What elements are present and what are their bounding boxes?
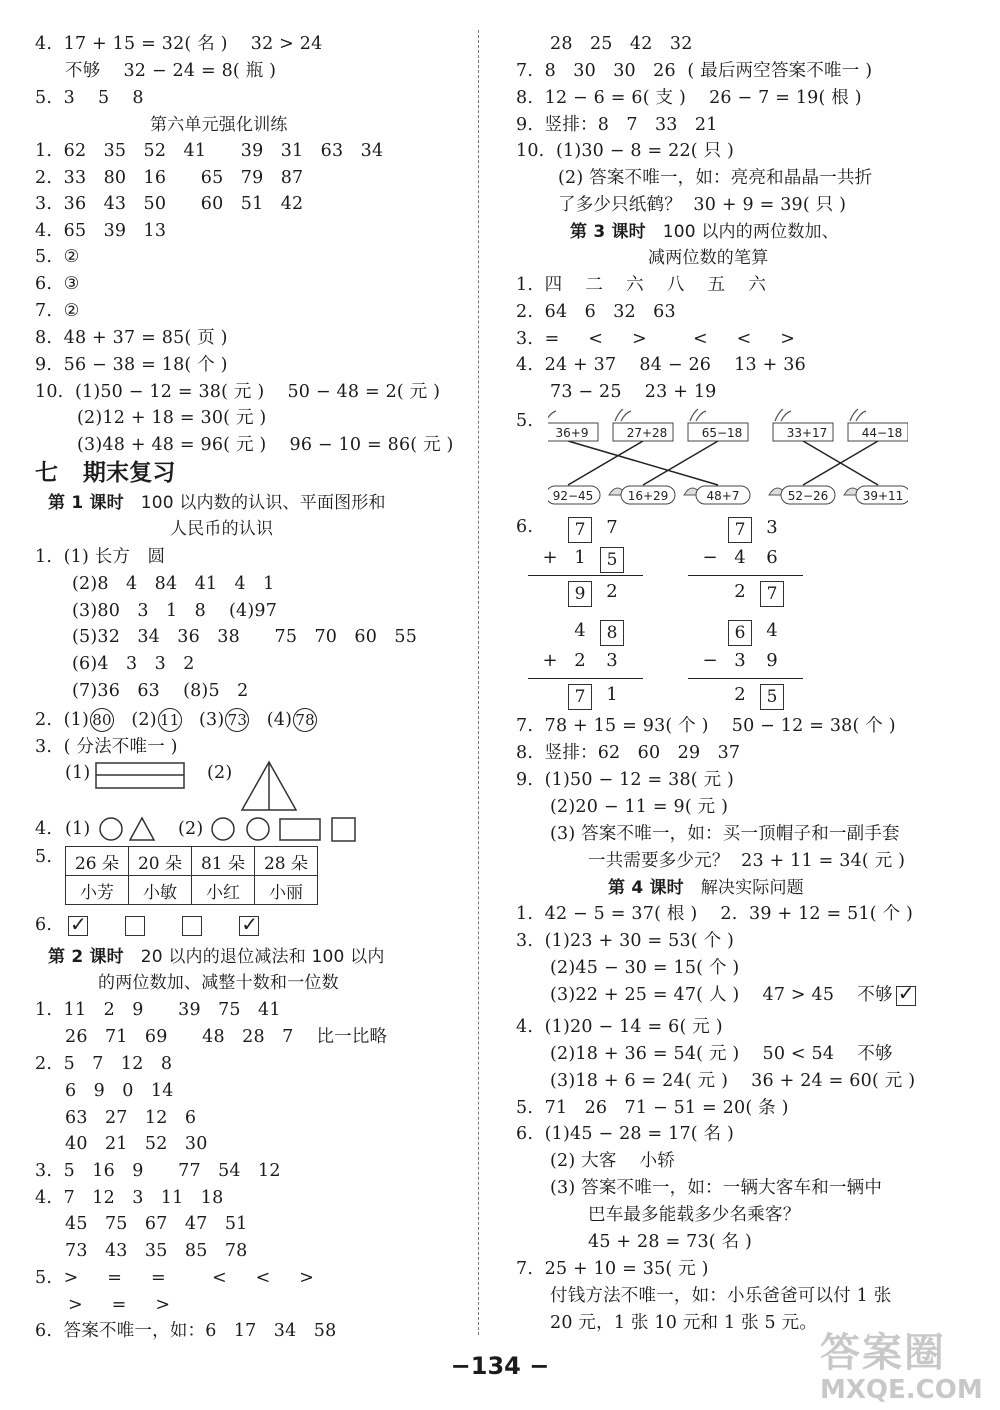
answer-line: (3)80 3 1 8 (4)97	[72, 601, 278, 621]
part-label: (1)	[63, 710, 90, 730]
filled-digit-box: 8	[600, 620, 624, 646]
sum-line	[528, 575, 643, 576]
lesson-title: 100 以内数的认识、平面图形和	[140, 493, 386, 513]
answer-line: 6 9 0 14	[65, 1081, 174, 1101]
answer-line: 45 75 67 47 51	[65, 1214, 248, 1234]
part-label: (4)	[266, 710, 293, 730]
expression-label: 44−18	[861, 426, 903, 440]
rabbit-card	[548, 409, 598, 441]
digit: 3	[766, 517, 778, 538]
answer-line: 26 71 69 48 28 7 比一比略	[65, 1027, 388, 1047]
expression-label: 33+17	[786, 426, 828, 440]
watermark-text: MXQE.COM	[820, 1375, 983, 1405]
circled-answer: 73	[225, 708, 249, 732]
answer-line: 7. ②	[35, 301, 80, 321]
rabbit-icon	[850, 409, 866, 421]
part-label: (1)	[65, 819, 91, 839]
answer-line: 4. 24 + 37 84 − 26 13 + 36	[516, 355, 806, 375]
watermark-text: 答案圈	[820, 1330, 946, 1376]
rabbit-icon	[548, 409, 556, 421]
filled-digit-box: 5	[760, 684, 784, 710]
table-cell: 小丽	[255, 876, 318, 905]
answer-line: 3. 5 16 9 77 54 12	[35, 1161, 281, 1181]
digit: 9	[766, 650, 778, 671]
checked-box	[239, 916, 259, 936]
page-number: −134 −	[450, 1352, 550, 1380]
answer-line: > = >	[68, 1295, 171, 1315]
table-cell: 20 朵	[129, 847, 192, 876]
filled-digit-box: 6	[728, 620, 752, 646]
circled-answer: 80	[90, 708, 114, 732]
lesson-heading	[608, 877, 804, 899]
digit: 2	[606, 581, 618, 602]
answer-line: (3)48 + 48 = 96( 元 ) 96 − 10 = 86( 元 )	[77, 435, 454, 455]
answer-line: 5. ②	[35, 247, 80, 267]
answer-line: 巴车最多能载多少名乘客？	[588, 1205, 801, 1225]
digit: 7	[606, 517, 618, 538]
lesson-title: 减两位数的笔算	[648, 248, 769, 268]
lesson-heading	[48, 946, 385, 968]
item-number: 4.	[35, 819, 53, 839]
answer-line: (2)45 − 30 = 15( 个 )	[550, 958, 740, 978]
expression-label: 65−18	[701, 426, 743, 440]
answer-line: (3)18 + 6 = 24( 元 ) 36 + 24 = 60( 元 )	[550, 1071, 916, 1091]
table-cell: 26 朵	[66, 847, 129, 876]
answer-line: 付钱方法不唯一，如：小乐爸爸可以付 1 张	[550, 1286, 892, 1306]
chapter-title: 七 期末复习	[35, 460, 176, 486]
expression-label: 16+29	[627, 489, 669, 503]
answer-line: 6. ③	[35, 274, 80, 294]
part-label: (3)	[199, 710, 225, 730]
answer-line: 7. 25 + 10 = 35( 元 )	[516, 1259, 709, 1279]
answer-line: 20 元，1 张 10 元和 1 张 5 元。	[550, 1313, 818, 1333]
lesson-title: 100 以内的两位数加、	[662, 222, 839, 242]
part-label: (2)	[207, 763, 233, 783]
checked-box	[896, 986, 916, 1006]
answer-line: 5. 3 5 8	[35, 88, 144, 108]
lesson-title: 人民币的认识	[170, 519, 274, 539]
sum-line	[688, 678, 803, 679]
lesson-title: 的两位数加、减整十数和一位数	[98, 973, 339, 993]
answer-line: 7. 8 30 30 26 ( 最后两空答案不唯一 )	[516, 61, 873, 81]
answer-line: 1. 62 35 52 41 39 31 63 34	[35, 141, 384, 161]
empty-box	[182, 916, 202, 936]
item-number: 6.	[35, 915, 53, 935]
answer-line: 45 + 28 = 73( 名 )	[588, 1232, 753, 1252]
answer-text: (3)22 + 25 = 47( 人 ) 47 > 45 不够	[550, 985, 893, 1005]
rectangle-figure	[95, 760, 187, 790]
answer-line: 3. 36 43 50 60 51 42	[35, 194, 304, 214]
answer-line	[35, 708, 317, 732]
digit: 4	[766, 620, 778, 641]
digit: 4	[574, 620, 586, 641]
lesson-title: 解决实际问题	[700, 878, 804, 898]
mushroom-card	[684, 486, 750, 504]
answer-line: 6. 答案不唯一，如：6 17 34 58	[35, 1321, 337, 1341]
expression-label: 27+28	[626, 426, 668, 440]
rabbit-card	[688, 409, 748, 441]
answer-line: (5)32 34 36 38 75 70 60 55	[72, 627, 418, 647]
answer-line: 8. 12 − 6 = 6( 支 ) 26 − 7 = 19( 根 )	[516, 88, 862, 108]
lesson-label: 第 3 课时	[570, 222, 646, 242]
filled-digit-box: 7	[568, 517, 592, 543]
answer-line: 8. 竖排：62 60 29 37	[516, 743, 741, 763]
lesson-heading	[48, 492, 386, 514]
item-number: 2.	[35, 710, 53, 730]
answer-line: 2. 5 7 12 8	[35, 1054, 173, 1074]
match-line	[568, 441, 718, 485]
answer-line: 63 27 12 6	[65, 1108, 197, 1128]
operator-sign: −	[702, 650, 718, 671]
answer-line: 5. 71 26 71 − 51 = 20( 条 )	[516, 1098, 789, 1118]
rabbit-card	[613, 409, 673, 441]
circled-answer: 11	[158, 708, 182, 732]
mushroom-card	[769, 486, 835, 504]
triangle-figure	[240, 760, 298, 812]
answer-line: 8. 48 + 37 = 85( 页 )	[35, 328, 228, 348]
digit: 2	[574, 650, 586, 671]
sum-line	[688, 575, 803, 576]
mushroom-card	[609, 486, 675, 504]
rabbit-icon	[690, 409, 706, 421]
answer-line: 3. = < > < < >	[516, 329, 796, 349]
expression-label: 92−45	[552, 489, 594, 503]
match-line	[643, 441, 718, 485]
section-title: 第六单元强化训练	[150, 115, 288, 135]
answer-line: (2)12 + 18 = 30( 元 )	[77, 408, 267, 428]
answer-line: 1. (1) 长方 圆	[35, 547, 166, 567]
filled-digit-box: 7	[728, 517, 752, 543]
table-cell: 28 朵	[255, 847, 318, 876]
digit: 6	[766, 547, 778, 568]
item-number: 6.	[516, 517, 534, 537]
answer-line: 7. 78 + 15 = 93( 个 ) 50 − 12 = 38( 个 )	[516, 716, 896, 736]
rabbit-icon	[775, 409, 791, 421]
part-label: (1)	[65, 763, 91, 783]
answer-line: 9. (1)50 − 12 = 38( 元 )	[516, 770, 735, 790]
lesson-heading	[570, 221, 839, 243]
answer-line: (2)20 − 11 = 9( 元 )	[550, 797, 729, 817]
answer-line: 3. (1)23 + 30 = 53( 个 )	[516, 931, 735, 951]
answer-line: 不够 32 − 24 = 8( 瓶 )	[65, 61, 277, 81]
table-cell: 小芳	[66, 876, 129, 905]
part-label: (2)	[131, 710, 157, 730]
expression-label: 48+7	[706, 489, 740, 503]
empty-box	[125, 916, 145, 936]
answer-line: (3) 答案不唯一，如：买一顶帽子和一副手套	[550, 824, 900, 844]
table-row	[66, 876, 318, 905]
answer-line: 3. ( 分法不唯一 )	[35, 737, 178, 757]
answer-line: 2. 33 80 16 65 79 87	[35, 168, 304, 188]
lesson-title: 20 以内的退位减法和 100 以内	[140, 947, 385, 967]
digit: 3	[734, 650, 746, 671]
answer-line: (2) 答案不唯一，如：亮亮和晶晶一共折	[558, 168, 873, 188]
table-row	[66, 847, 318, 876]
answer-line: 10. (1)50 − 12 = 38( 元 ) 50 − 48 = 2( 元 )	[35, 382, 441, 402]
filled-digit-box: 5	[600, 547, 624, 573]
expression-label: 39+11	[862, 489, 904, 503]
part-label: (2)	[178, 819, 204, 839]
lesson-label: 第 2 课时	[48, 947, 124, 967]
checkbox-row	[68, 915, 259, 936]
answer-line: 了多少只纸鹤？ 30 + 9 = 39( 只 )	[558, 195, 847, 215]
answer-line: 40 21 52 30	[65, 1134, 208, 1154]
answer-line: 5. > = = < < >	[35, 1268, 315, 1288]
circle-and-triangle-shapes	[98, 815, 158, 843]
digit: 1	[606, 684, 618, 705]
answer-line: 4. 65 39 13	[35, 221, 167, 241]
operator-sign: +	[542, 547, 558, 568]
watermark-logo	[820, 1330, 983, 1404]
answer-line: 6. (1)45 − 28 = 17( 名 )	[516, 1124, 735, 1144]
answer-line: 73 43 35 85 78	[65, 1241, 248, 1261]
answer-line: (7)36 63 (8)5 2	[72, 681, 249, 701]
mushroom-card	[548, 486, 600, 504]
answer-line: 10. (1)30 − 8 = 22( 只 )	[516, 141, 735, 161]
answer-line: 1. 42 − 5 = 37( 根 ) 2. 39 + 12 = 51( 个 )	[516, 904, 914, 924]
filled-digit-box: 9	[568, 581, 592, 607]
filled-digit-box: 7	[760, 581, 784, 607]
sum-line	[528, 678, 643, 679]
rabbit-icon	[615, 409, 631, 421]
lesson-label: 第 1 课时	[48, 493, 124, 513]
answer-line: (6)4 3 3 2	[72, 654, 195, 674]
answer-line: 4. 17 + 15 = 32( 名 ) 32 > 24	[35, 34, 323, 54]
answer-line: (2)8 4 84 41 4 1	[72, 574, 275, 594]
column-divider	[478, 30, 479, 1335]
answer-line: 4. (1)20 − 14 = 6( 元 )	[516, 1017, 723, 1037]
answer-line: 1. 11 2 9 39 75 41	[35, 1000, 281, 1020]
answer-line: (2) 大客 小轿	[550, 1151, 676, 1171]
answer-line: 28 25 42 32	[550, 34, 693, 54]
operator-sign: +	[542, 650, 558, 671]
answer-line: 9. 56 − 38 = 18( 个 )	[35, 355, 228, 375]
digit: 2	[734, 581, 746, 602]
answer-line: 1. 四 二 六 八 五 六	[516, 275, 767, 295]
answer-line: 一共需要多少元？ 23 + 11 = 34( 元 )	[588, 851, 906, 871]
rabbit-card	[773, 409, 833, 441]
match-line	[568, 441, 643, 485]
circles-rectangle-square-shapes	[210, 815, 360, 843]
item-number: 5.	[35, 847, 53, 867]
answer-line: (2)18 + 36 = 54( 元 ) 50 < 54 不够	[550, 1044, 893, 1064]
answer-line: 4. 7 12 3 11 18	[35, 1188, 224, 1208]
filled-digit-box: 7	[568, 684, 592, 710]
table-cell: 小红	[192, 876, 255, 905]
answer-line: 2. 64 6 32 63	[516, 302, 676, 322]
item-number: 5.	[516, 411, 534, 431]
answer-line	[550, 984, 916, 1006]
checked-box	[68, 916, 88, 936]
operator-sign: −	[702, 547, 718, 568]
expression-label: 36+9	[555, 426, 589, 440]
answer-line: (3) 答案不唯一，如：一辆大客车和一辆中	[550, 1178, 883, 1198]
rabbit-card	[848, 409, 908, 441]
answer-line: 9. 竖排：8 7 33 21	[516, 115, 718, 135]
digit: 2	[734, 684, 746, 705]
expression-label: 52−26	[787, 489, 829, 503]
flower-count-table	[65, 846, 318, 905]
mushroom-card	[844, 486, 908, 504]
table-cell: 81 朵	[192, 847, 255, 876]
matching-diagram	[548, 405, 908, 515]
lesson-label: 第 4 课时	[608, 878, 684, 898]
digit: 3	[606, 650, 618, 671]
digit: 4	[734, 547, 746, 568]
circled-answer: 78	[293, 708, 317, 732]
digit: 1	[574, 547, 586, 568]
table-cell: 小敏	[129, 876, 192, 905]
answer-line: 73 − 25 23 + 19	[550, 382, 717, 402]
